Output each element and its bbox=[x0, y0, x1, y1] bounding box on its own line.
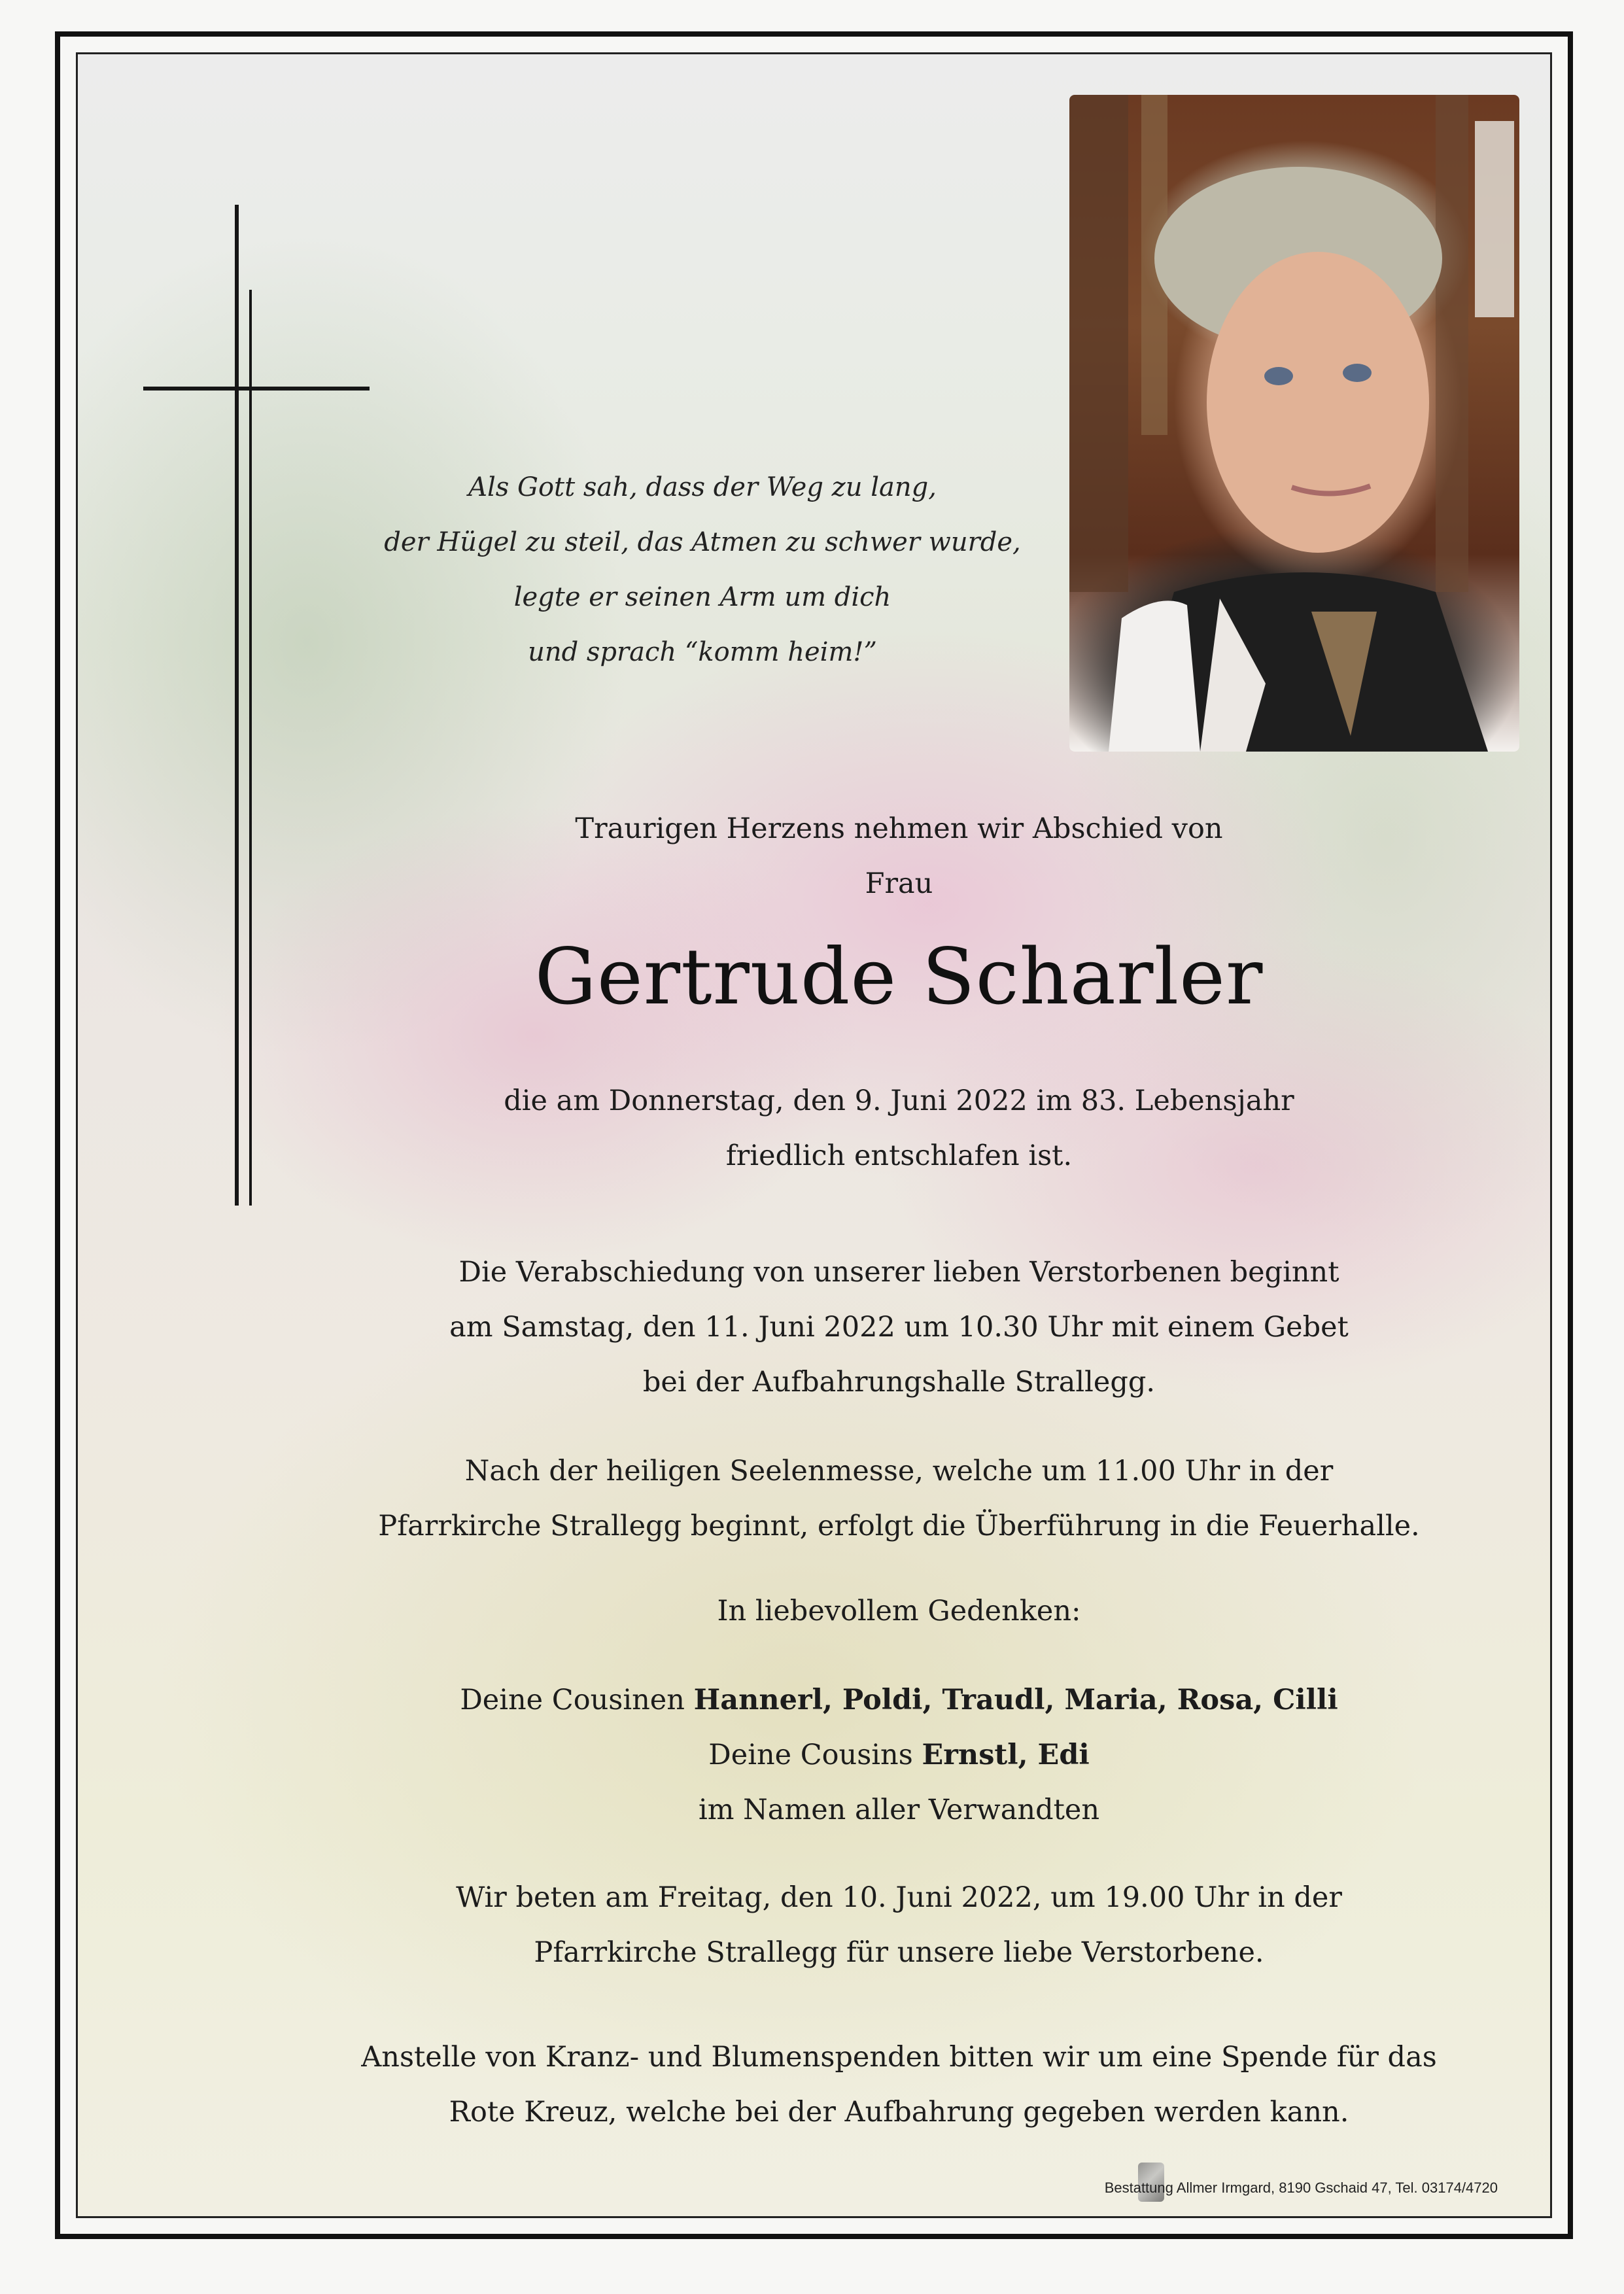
memory-heading: In liebevollem Gedenken: bbox=[717, 1595, 1081, 1627]
parte-card bbox=[76, 52, 1552, 2218]
cousinen-names: Hannerl, Poldi, Traudl, Maria, Rosa, Cilli bbox=[693, 1684, 1338, 1716]
poem-line: legte er seinen Arm um dich bbox=[513, 582, 891, 612]
farewell-line: am Samstag, den 11. Juni 2022 um 10.30 Uhr mit einem Gebet bbox=[449, 1311, 1349, 1344]
mourners-relatives: im Namen aller Verwandten bbox=[698, 1794, 1100, 1826]
mourners-cousins bbox=[248, 1728, 1550, 1782]
poem-line: der Hügel zu steil, das Atmen zu schwer wurde, bbox=[384, 527, 1021, 557]
cousinen-prefix: Deine Cousinen bbox=[460, 1684, 685, 1716]
portrait-photo bbox=[1069, 95, 1519, 752]
cousins-names: Ernstl, Edi bbox=[922, 1739, 1090, 1771]
poem-line: Als Gott sah, dass der Weg zu lang, bbox=[468, 472, 937, 502]
prayer-line: Pfarrkirche Strallegg für unsere liebe Verstorbene. bbox=[534, 1936, 1264, 1969]
poem-line: und sprach “komm heim!” bbox=[528, 637, 877, 667]
farewell-line: bei der Aufbahrungshalle Strallegg. bbox=[642, 1366, 1156, 1399]
death-line: die am Donnerstag, den 9. Juni 2022 im 83. Lebensjahr bbox=[504, 1085, 1294, 1117]
poem bbox=[366, 460, 1039, 680]
intro-text: Traurigen Herzens nehmen wir Abschied von bbox=[575, 812, 1223, 845]
prayer-line: Wir beten am Freitag, den 10. Juni 2022, um 19.00 Uhr in der bbox=[456, 1881, 1342, 1914]
farewell-line: Die Verabschiedung von unserer lieben Verstorbenen beginnt bbox=[458, 1256, 1339, 1289]
outer-frame bbox=[55, 31, 1573, 2239]
funeral-home-footer: Bestattung Allmer Irmgard, 8190 Gschaid 47, Tel. 03174/4720 bbox=[1104, 2180, 1498, 2196]
salutation: Frau bbox=[865, 867, 933, 900]
mass-line: Pfarrkirche Strallegg beginnt, erfolgt die Überführung in die Feuerhalle. bbox=[378, 1510, 1420, 1542]
deceased-name: Gertrude Scharler bbox=[534, 931, 1264, 1022]
cousins-prefix: Deine Cousins bbox=[708, 1739, 913, 1771]
death-line: friedlich entschlafen ist. bbox=[725, 1139, 1073, 1172]
donation-line: Rote Kreuz, welche bei der Aufbahrung gegeben werden kann. bbox=[449, 2096, 1349, 2129]
donation-line: Anstelle von Kranz- und Blumenspenden bitten wir um eine Spende für das bbox=[361, 2041, 1437, 2074]
mourners-cousinen bbox=[248, 1673, 1550, 1728]
mass-line: Nach der heiligen Seelenmesse, welche um 11.00 Uhr in der bbox=[464, 1455, 1334, 1487]
